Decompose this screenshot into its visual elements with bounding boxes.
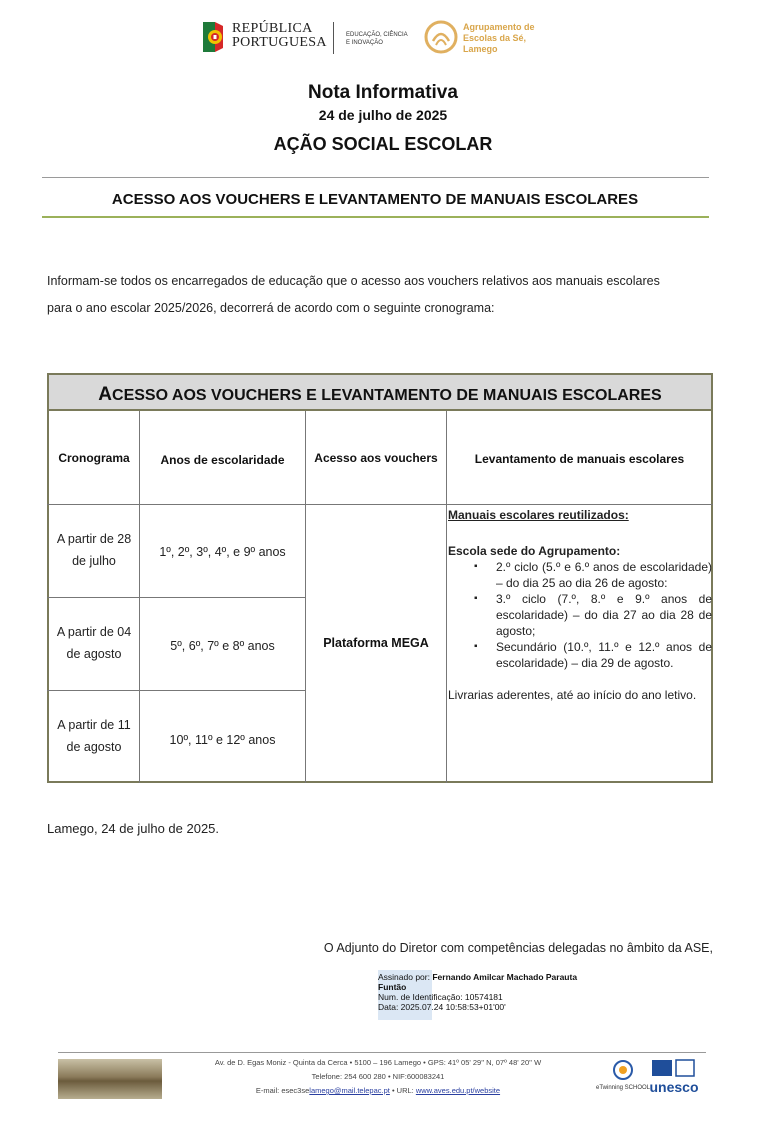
row3-when: A partir de 11 de agosto [57,718,131,754]
row3-years: 10º, 11º e 12º anos [169,733,276,747]
ministry-text: EDUCAÇÃO, CIÊNCIA E INOVAÇÃO [346,32,408,46]
row-divider [47,504,713,505]
list-item: ▪ Secundário (10.º, 11.º e 12.º anos de escolaridade) – dia 29 de agosto. [448,639,712,671]
school-group-logo-icon [424,19,458,55]
row1-years: 1º, 2º, 3º, 4º, e 9º anos [159,545,286,559]
green-rule [42,216,709,218]
col-divider [446,411,447,783]
header-cronograma: Cronograma [58,451,130,465]
email-link[interactable]: lamego@mail.telepac.pt [309,1086,390,1095]
footer-rule [58,1052,706,1053]
row1-when: A partir de 28 de julho [56,532,132,568]
top-rule [42,177,709,178]
row-divider [47,690,306,691]
header-anos: Anos de escolaridade [160,453,285,467]
website-link[interactable]: www.aves.edu.pt/website [415,1086,501,1095]
header-divider [333,22,334,54]
list-item: ▪ 3.º ciclo (7.º, 8.º e 9.º anos de escolaridade) – do dia 27 ao dia 28 de agosto; [448,591,712,639]
section-title: AÇÃO SOCIAL ESCOLAR [273,134,493,154]
row-divider [47,597,306,598]
document-title: Nota Informativa [308,82,458,103]
signatory-role: O Adjunto do Diretor com competências delegadas no âmbito da ASE, [323,941,713,955]
row2-when: A partir de 04 de agosto [56,625,132,661]
row2-years: 5º, 6º, 7º e 8º anos [170,639,275,653]
document-date: 24 de julho de 2025 [318,107,448,123]
voucher-platform: Plataforma MEGA [323,636,429,650]
document-subtitle: ACESSO AOS VOUCHERS E LEVANTAMENTO DE MANUAIS ESCOLARES [111,191,639,208]
intro-paragraph: Informam-se todos os encarregados de educação que o acesso aos vouchers relativos aos manuais escolares para o ano escolar 2025/2026, decorrerá de acordo com o seguinte cronograma: [47,274,660,315]
portuguese-republic-emblem [200,20,226,54]
place-date: Lamego, 24 de julho de 2025. [47,821,220,836]
school-building-image [58,1059,162,1099]
table-title: ACESSO AOS VOUCHERS E LEVANTAMENTO DE MANUAIS ESCOLARES [47,373,713,411]
etwinning-school-logo [595,1058,651,1098]
levantamento-details: Manuais escolares reutilizados: Escola sede do Agrupamento: ▪ 2.º ciclo (5.º e 6.º anos de escolaridade) – do dia 25 ao dia 26 de agosto: ▪ 3.º ciclo (7.º, 8.º e 9.º anos de escolaridade) – do dia 27 ao dia 28 de agosto; ▪ Secundário (10.º, 11.º e 12.º anos de escolaridade) – dia 29 de agosto. Livrarias aderentes, até ao início do ano letivo. [448,507,712,703]
list-item: ▪ 2.º ciclo (5.º e 6.º anos de escolaridade) – do dia 25 ao dia 26 de agosto: [448,559,712,591]
header-levantamento: Levantamento de manuais escolares [474,452,685,466]
svg-text:eTwinning SCHOOL: eTwinning SCHOOL [595,1085,651,1091]
header-vouchers: Acesso aos vouchers [314,451,438,465]
svg-text:unesco: unesco [649,1079,699,1095]
unesco-logo [646,1058,702,1102]
footer-address: Av. de D. Egas Moniz - Quinta da Cerca • 5100 – 196 Lamego • GPS: 41º 05' 29'' N, 07º 48' 20'' W Telefone: 254 600 280 • NIF:600083241 E-mail: esec3selamego@mail.telepac.pt • URL: www.aves.edu.pt/website [214,1058,542,1095]
school-group-name: Agrupamento de Escolas da Sé, Lamego [463,22,535,54]
republica-portuguesa-text: REPÚBLICA PORTUGUESA [232,21,327,50]
digital-signature: Assinado por: Fernando Amilcar Machado Parauta Funtão Num. de Identificação: 10574181 Data: 2025.07.24 10:58:53+01'00' [378,972,578,1012]
